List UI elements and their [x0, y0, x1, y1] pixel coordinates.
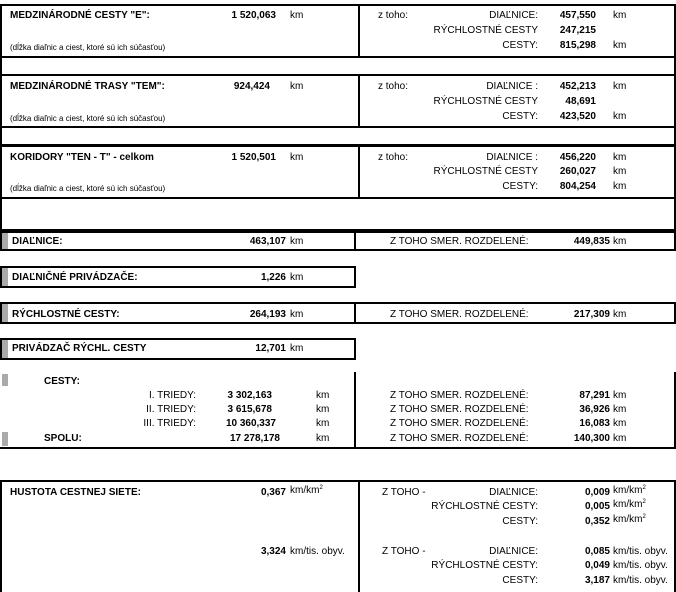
hustota-area-value: 0,367 [260, 487, 286, 498]
dialnice-split-value: 449,835 [573, 236, 610, 247]
hustota-row-label: DIAĽNICE: [489, 546, 538, 557]
hustota-row-label: CESTY: [502, 516, 538, 527]
dialnice-unit: km [290, 236, 304, 247]
privadzace-label: DIAĽNIČNÉ PRIVÁDZAČE: [12, 272, 138, 283]
cesty-split-value: 16,083 [579, 418, 610, 429]
section-note: (dĺžka diaľnic a ciest, ktoré sú ich súčasťou) [10, 114, 166, 123]
section-note: (dĺžka diaľnic a ciest, ktoré sú ich súčasťou) [10, 43, 166, 52]
dialnice-label: DIAĽNICE: [12, 236, 63, 247]
hustota-row-label: RÝCHLOSTNÉ CESTY: [431, 560, 538, 571]
marker-bar [2, 432, 8, 446]
cesty-split-label: Z TOHO SMER. ROZDELENÉ: [390, 418, 529, 429]
rychlostne-split-value: 217,309 [573, 309, 610, 320]
cesty-row-unit: km [316, 418, 330, 429]
cesty-total-unit: km [316, 433, 330, 444]
hustota-label: HUSTOTA CESTNEJ SIETE: [10, 487, 141, 498]
hustota-pop-unit: km/tis. obyv. [290, 546, 345, 557]
of-which-label: z toho: [378, 10, 409, 21]
hustota-pop-value: 3,324 [260, 546, 286, 557]
hustota-row-unit: km/tis. obyv. [613, 560, 668, 571]
cesty-split-label: Z TOHO SMER. ROZDELENÉ: [390, 433, 529, 444]
cesty-split-unit: km [613, 390, 627, 401]
row-label: CESTY: [502, 111, 538, 122]
hustota-row-label: CESTY: [502, 575, 538, 586]
row-value: 457,550 [559, 10, 596, 21]
marker-bar [2, 374, 8, 386]
cesty-row-value: 3 302,163 [227, 390, 272, 401]
spacer-box [0, 199, 676, 231]
cesty-total-value: 17 278,178 [229, 433, 280, 444]
rychlostne-label: RÝCHLOSTNÉ CESTY: [12, 309, 120, 320]
dialnice-value: 463,107 [249, 236, 286, 247]
row-label: DIAĽNICE : [486, 152, 538, 163]
row-label: RÝCHLOSTNÉ CESTY [433, 166, 538, 177]
dialnice-split-unit: km [613, 236, 627, 247]
row-value: 247,215 [559, 25, 596, 36]
cesty-total-label: SPOLU: [44, 433, 82, 444]
section-note: (dĺžka diaľnic a ciest, ktoré sú ich súčasťou) [10, 184, 166, 193]
section-value: 924,424 [233, 81, 270, 92]
cesty-split-unit: km [613, 433, 627, 444]
row-unit: km [613, 152, 627, 163]
hustota-row-value: 0,085 [584, 546, 610, 557]
cesty-row-value: 3 615,678 [227, 404, 272, 415]
cesty-row-label: III. TRIEDY: [143, 418, 196, 429]
section-title: MEDZINÁRODNÉ TRASY "TEM": [10, 81, 165, 92]
of-which-label: z toho: [378, 152, 409, 163]
cesty-split-unit: km [613, 418, 627, 429]
row-value: 260,027 [559, 166, 596, 177]
row-label: CESTY: [502, 40, 538, 51]
rychlostne-split-label: Z TOHO SMER. ROZDELENÉ: [390, 309, 529, 320]
row-value: 456,220 [559, 152, 596, 163]
section-unit: km [290, 10, 304, 21]
row-unit: km [613, 111, 627, 122]
section-value: 1 520,063 [231, 10, 276, 21]
cesty-split-unit: km [613, 404, 627, 415]
row-unit: km [613, 10, 627, 21]
marker-bar [2, 304, 8, 322]
dialnice-split-label: Z TOHO SMER. ROZDELENÉ: [390, 236, 529, 247]
hustota-row-value: 0,049 [584, 560, 610, 571]
marker-bar [2, 268, 8, 286]
row-value: 48,691 [565, 96, 596, 107]
cesty-row-unit: km [316, 404, 330, 415]
of-which-label: z toho: [378, 81, 409, 92]
hustota-of-which: Z TOHO - [382, 546, 426, 557]
hustota-row-unit: $km/km^2$ [613, 514, 646, 525]
marker-bar [2, 233, 8, 249]
row-value: 423,520 [559, 111, 596, 122]
row-value: 815,298 [559, 40, 596, 51]
section-value: 1 520,501 [231, 152, 276, 163]
hustota-row-value: 0,009 [584, 487, 610, 498]
hustota-row-value: 0,005 [584, 501, 610, 512]
row-value: 452,213 [559, 81, 596, 92]
hustota-row-value: 0,352 [584, 516, 610, 527]
cesty-split-value: 36,926 [579, 404, 610, 415]
hustota-area-unit: $km/km^2$ [290, 485, 323, 496]
row-unit: km [613, 166, 627, 177]
privadzac-rychl-label: PRIVÁDZAČ RÝCHL. CESTY [12, 343, 147, 354]
hustota-row-label: RÝCHLOSTNÉ CESTY: [431, 501, 538, 512]
row-label: RÝCHLOSTNÉ CESTY [433, 25, 538, 36]
row-label: DIAĽNICE: [489, 10, 538, 21]
row-unit: km [613, 81, 627, 92]
cesty-split-label: Z TOHO SMER. ROZDELENÉ: [390, 390, 529, 401]
hustota-row-unit: km/tis. obyv. [613, 546, 668, 557]
section-title: MEDZINÁRODNÉ CESTY "E": [10, 10, 150, 21]
privadzac-rychl-unit: km [290, 343, 304, 354]
cesty-label: CESTY: [44, 376, 80, 387]
hustota-row-label: DIAĽNICE: [489, 487, 538, 498]
row-label: RÝCHLOSTNÉ CESTY [433, 96, 538, 107]
row-value: 804,254 [559, 181, 596, 192]
spacer-box [0, 128, 676, 146]
row-unit: km [613, 40, 627, 51]
hustota-row-unit: $km/km^2$ [613, 485, 646, 496]
privadzac-rychl-value: 12,701 [255, 343, 286, 354]
rychlostne-unit: km [290, 309, 304, 320]
cesty-split-value: 140,300 [573, 433, 610, 444]
cesty-row-value: 10 360,337 [225, 418, 276, 429]
divider [0, 447, 676, 449]
cesty-row-label: I. TRIEDY: [148, 390, 196, 401]
section-title: KORIDORY "TEN - T" - celkom [10, 152, 154, 163]
privadzace-unit: km [290, 272, 304, 283]
row-unit: km [613, 181, 627, 192]
cesty-row-unit: km [316, 390, 330, 401]
hustota-row-unit: km/tis. obyv. [613, 575, 668, 586]
hustota-row-unit: $km/km^2$ [613, 499, 646, 510]
row-label: CESTY: [502, 181, 538, 192]
hustota-row-value: 3,187 [584, 575, 610, 586]
marker-bar [2, 340, 8, 358]
rychlostne-split-unit: km [613, 309, 627, 320]
cesty-split-value: 87,291 [579, 390, 610, 401]
section-unit: km [290, 152, 304, 163]
hustota-of-which: Z TOHO - [382, 487, 426, 498]
row-label: DIAĽNICE : [486, 81, 538, 92]
section-unit: km [290, 81, 304, 92]
cesty-row-label: II. TRIEDY: [146, 404, 196, 415]
rychlostne-value: 264,193 [249, 309, 286, 320]
cesty-split-label: Z TOHO SMER. ROZDELENÉ: [390, 404, 529, 415]
privadzace-value: 1,226 [260, 272, 286, 283]
